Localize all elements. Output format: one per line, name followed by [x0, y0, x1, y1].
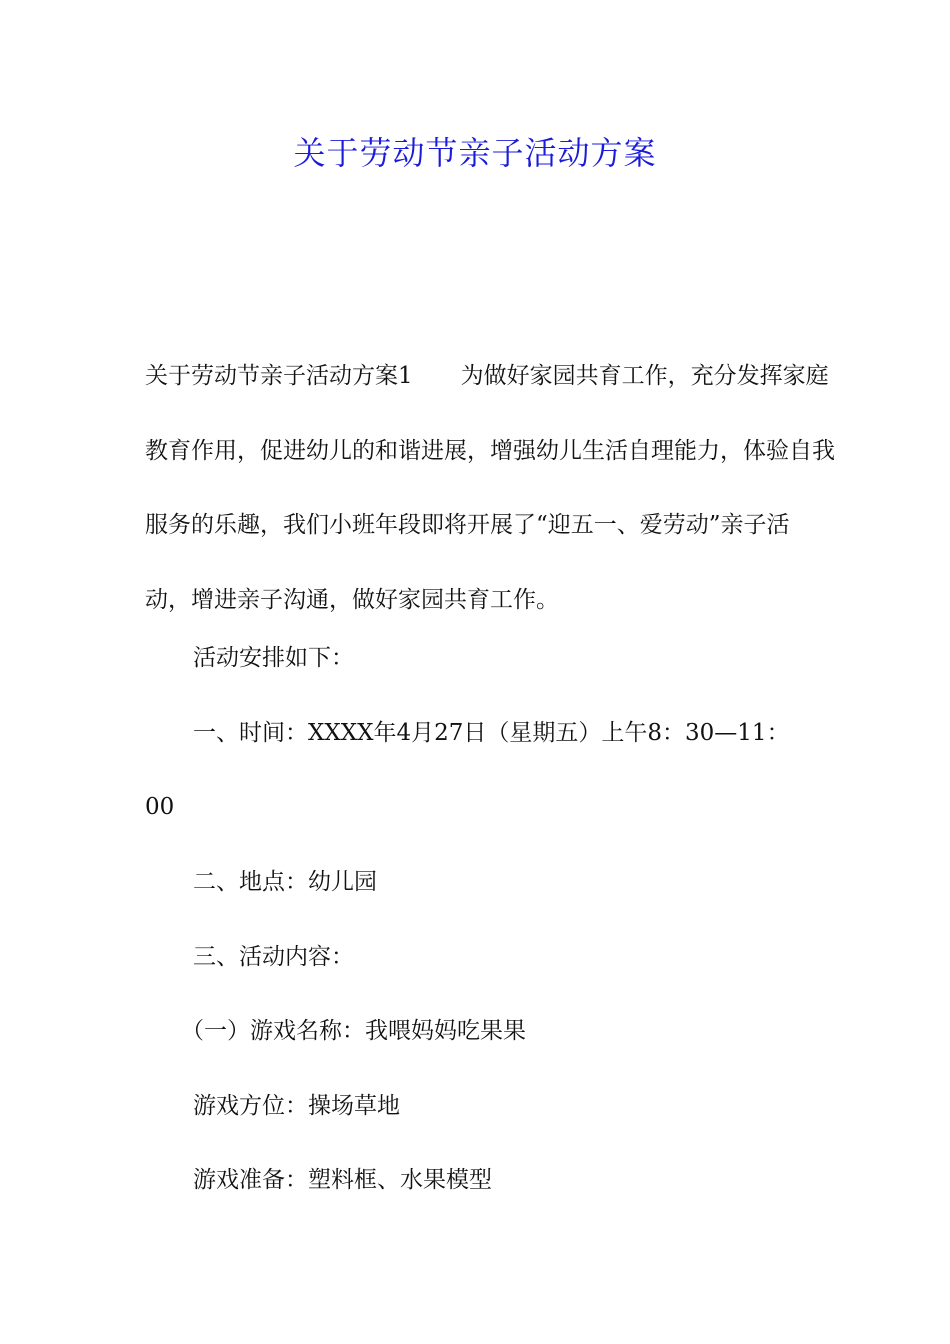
intro-text: 为做好家园共育工作，充分发挥家庭教育作用，促进幼儿的和谐进展，增强幼儿生活自理能力，体验自我服务的乐趣，我们小班年段即将开展了“迎五一、爱劳动”亲子活动，增进亲子沟通，做好家园共育工作。 — [145, 363, 835, 613]
game-prep-line: 游戏准备：塑料框、水果模型 — [193, 1167, 492, 1193]
place-line: 二、地点：幼儿园 — [193, 869, 377, 895]
time-line-1: 一、时间：XXXX年4月27日（星期五）上午8：30—11： — [193, 720, 790, 746]
time-line-2: 00 — [145, 794, 175, 820]
intro-paragraph — [145, 339, 835, 637]
content-heading: 三、活动内容： — [193, 944, 354, 970]
document-title: 关于劳动节亲子活动方案 — [293, 134, 657, 172]
game-name-line: （一）游戏名称：我喂妈妈吃果果 — [181, 1018, 526, 1044]
game-location-line: 游戏方位：操场草地 — [193, 1093, 400, 1119]
arrangement-line: 活动安排如下： — [193, 645, 354, 671]
intro-lead: 关于劳动节亲子活动方案1 — [145, 363, 413, 389]
